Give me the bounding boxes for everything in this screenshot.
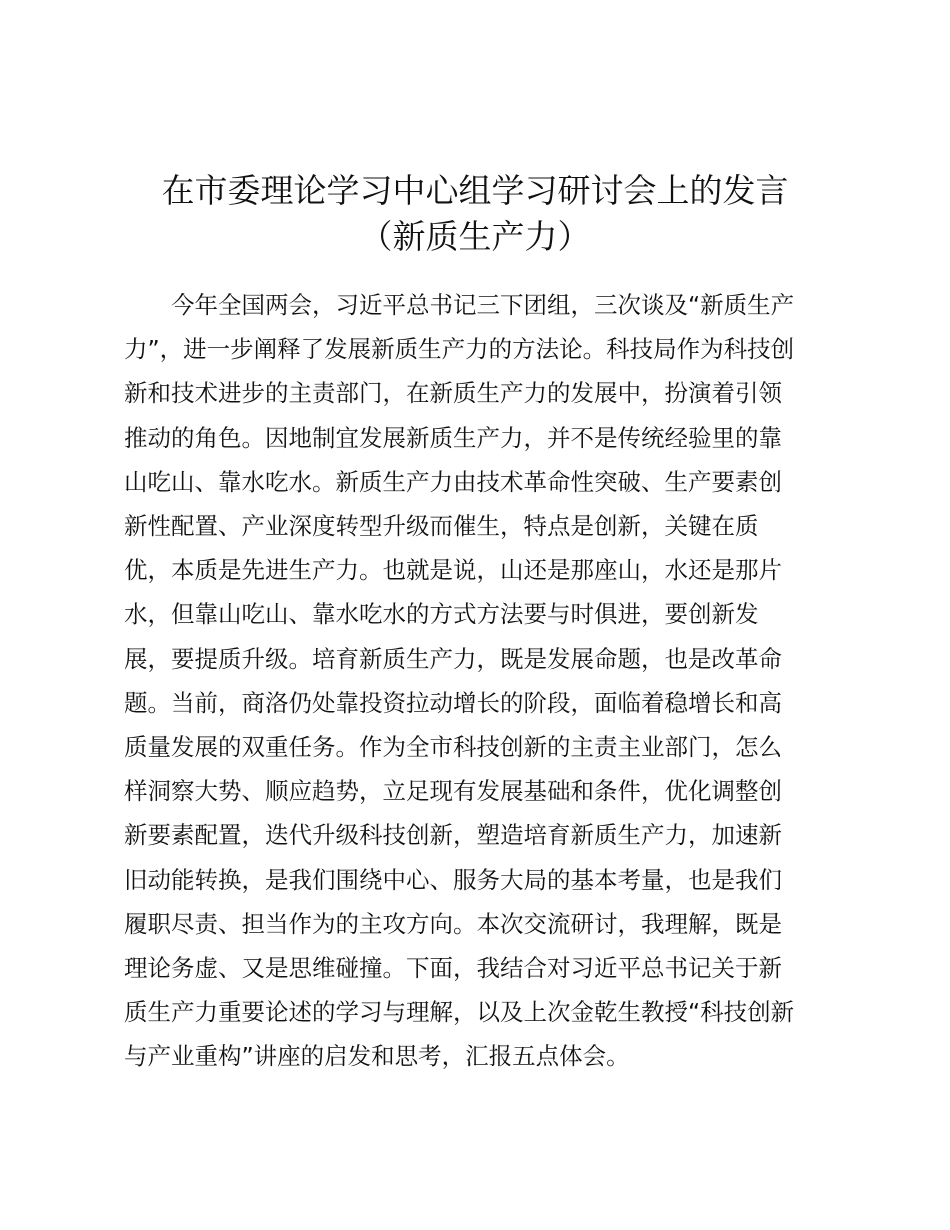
body-line: 履职尽责、担当作为的主攻方向。本次交流研讨，我理解，既是 <box>124 909 782 938</box>
body-line: 新要素配置，迭代升级科技创新，塑造培育新质生产力，加速新 <box>124 821 782 850</box>
body-line: 水，但靠山吃山、靠水吃水的方式方法要与时俱进，要创新发 <box>124 600 759 629</box>
body-line: 力”，进一步阐释了发展新质生产力的方法论。科技局作为科技创 <box>124 335 795 364</box>
title-line-subtitle: （新质生产力） <box>359 217 591 256</box>
document-title <box>100 168 850 260</box>
body-line: 展，要提质升级。培育新质生产力，既是发展命题，也是改革命 <box>124 644 782 673</box>
body-line: 新性配置、产业深度转型升级而催生，特点是创新，关键在质 <box>124 512 759 541</box>
body-line: 推动的角色。因地制宜发展新质生产力，并不是传统经验里的靠 <box>124 423 782 452</box>
body-line: 与产业重构”讲座的启发和思考，汇报五点体会。 <box>124 1042 630 1071</box>
body-line: 题。当前，商洛仍处靠投资拉动增长的阶段，面临着稳增长和高 <box>124 688 782 717</box>
body-line: 今年全国两会，习近平总书记三下团组，三次谈及“新质生产 <box>171 291 795 319</box>
title-line-main: 在市委理论学习中心组学习研讨会上的发言 <box>161 171 789 210</box>
body-line: 理论务虚、又是思维碰撞。下面，我结合对习近平总书记关于新 <box>124 954 782 983</box>
body-line: 优，本质是先进生产力。也就是说，山还是那座山，水还是那片 <box>124 556 782 585</box>
body-line: 新和技术进步的主责部门，在新质生产力的发展中，扮演着引领 <box>124 379 782 408</box>
body-line: 山吃山、靠水吃水。新质生产力由技术革命性突破、生产要素创 <box>124 467 782 496</box>
body-line: 样洞察大势、顺应趋势，立足现有发展基础和条件，优化调整创 <box>124 777 782 806</box>
document-body <box>124 283 824 1079</box>
body-line: 质生产力重要论述的学习与理解，以及上次金乾生教授“科技创新 <box>124 998 795 1027</box>
body-line: 旧动能转换，是我们围绕中心、服务大局的基本考量，也是我们 <box>124 865 782 894</box>
body-line: 质量发展的双重任务。作为全市科技创新的主责主业部门，怎么 <box>124 733 782 762</box>
